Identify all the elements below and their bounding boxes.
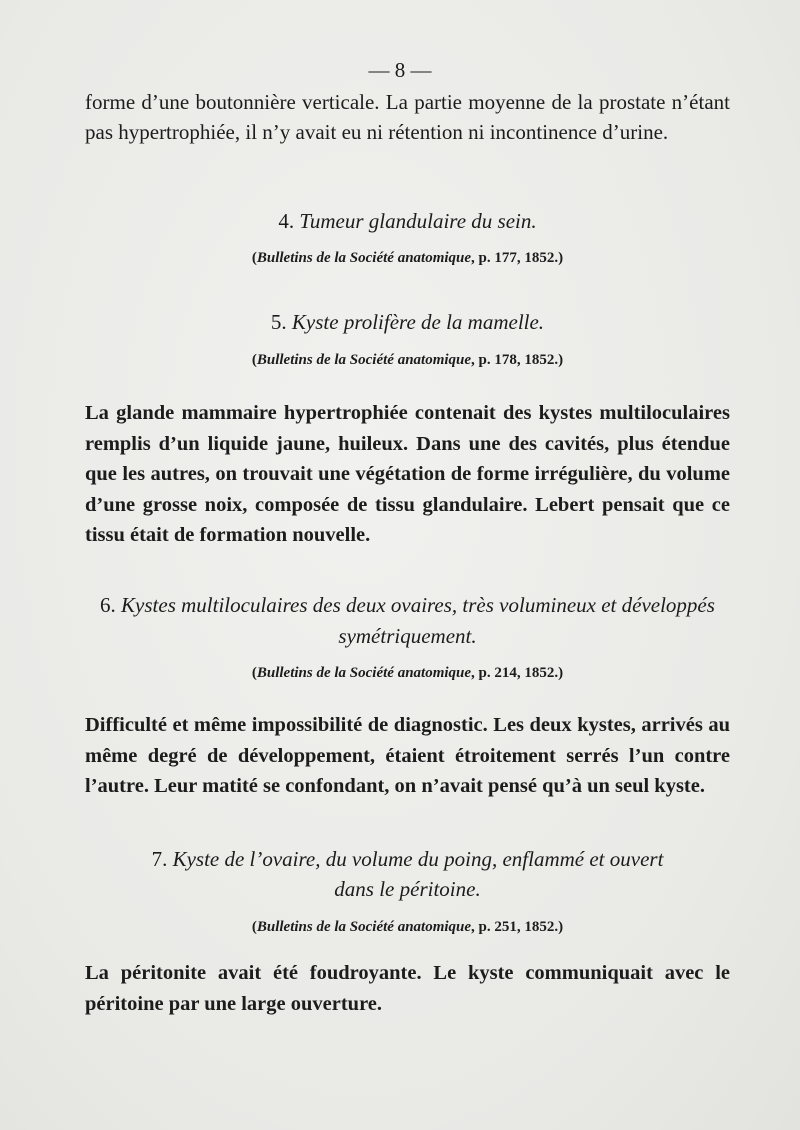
- section-4-heading: [85, 207, 730, 235]
- section-6-citation-ref: , p. 214, 1852.: [471, 665, 559, 681]
- section-5-citation-ref: , p. 178, 1852.: [471, 352, 559, 368]
- section-7-citation: (Bulletins de la Société anatomique, p. 251, 1852.): [251, 919, 564, 935]
- section-6-citation: (Bulletins de la Société anatomique, p. 214, 1852.): [251, 665, 564, 681]
- section-6-title-line1: Kystes multiloculaires des deux ovaires, très volumineux et développés: [121, 593, 715, 617]
- section-6-body: [85, 710, 730, 802]
- section-7-number: 7.: [151, 847, 168, 871]
- section-6-number: 6.: [100, 593, 116, 617]
- section-6-title-line2: symétriquement.: [338, 624, 477, 648]
- section-7-heading: [85, 845, 730, 903]
- section-6-text: Difficulté et même impossibilité de diagnostic. Les deux kystes, arrivés au même degré de développement, étaient étroitement serrés l’un contre l’autre. Leur matité se confondant, on n’avait pensé qu’à un seul kyste.: [85, 714, 730, 797]
- section-5-citation-source: Bulletins de la Société anatomique: [256, 352, 472, 368]
- section-7-citation-ref: , p. 251, 1852.: [471, 919, 559, 935]
- section-4-title: Tumeur glandulaire du sein.: [299, 209, 537, 233]
- section-6-citation-source: Bulletins de la Société anatomique: [256, 665, 472, 681]
- section-4-number: 4.: [278, 209, 295, 233]
- section-7-body: [85, 958, 730, 1019]
- section-4-citation-ref: , p. 177, 1852.: [471, 250, 559, 266]
- section-5-title: Kyste prolifère de la mamelle.: [291, 310, 545, 334]
- page-number: — 8 —: [368, 58, 432, 82]
- section-5-body: [85, 398, 730, 551]
- section-7-title-line1: Kyste de l’ovaire, du volume du poing, enflammé et ouvert: [172, 847, 664, 871]
- section-4-citation: (Bulletins de la Société anatomique, p. 177, 1852.): [251, 250, 564, 266]
- section-5-heading: [85, 308, 730, 336]
- intro-text: forme d’une boutonnière verticale. La partie moyenne de la prostate n’étant pas hypertrophiée, il n’y avait eu ni rétention ni incontinence d’urine.: [85, 90, 730, 144]
- section-6-heading: [85, 591, 730, 650]
- section-7-citation-source: Bulletins de la Société anatomique: [256, 919, 472, 935]
- section-7-text: La péritonite avait été foudroyante. Le kyste communiquait avec le péritoine par une large ouverture.: [85, 962, 730, 1015]
- section-5-number: 5.: [270, 310, 287, 334]
- section-4-citation-source: Bulletins de la Société anatomique: [256, 250, 472, 266]
- section-5-text: La glande mammaire hypertrophiée contenait des kystes multiloculaires remplis d’un liquide jaune, huileux. Dans une des cavités, plus étendue que les autres, on trouvait une végétation de forme irrégulière, du volume d’une grosse noix, composée de tissu glandulaire. Lebert pensait que ce tissu était de formation nouvelle.: [85, 402, 730, 546]
- intro-paragraph: [85, 87, 730, 147]
- section-5-citation: (Bulletins de la Société anatomique, p. 178, 1852.): [251, 352, 564, 368]
- section-7-title-line2: dans le péritoine.: [334, 877, 481, 901]
